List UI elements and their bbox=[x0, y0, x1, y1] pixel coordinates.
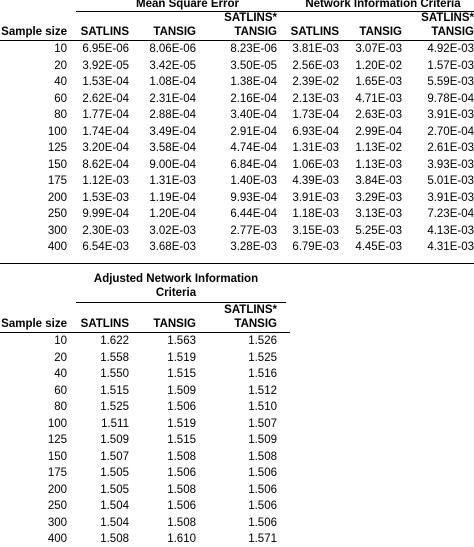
cell-nic-satlins-tansig: 3.91E-03 bbox=[427, 191, 474, 204]
cell-nic-satlins: 3.15E-03 bbox=[292, 224, 339, 237]
header-both-line1: SATLINS* bbox=[224, 304, 277, 316]
header-both-line2: TANSIG bbox=[234, 26, 277, 38]
table-mse-nic bbox=[0, 0, 474, 265]
cell-tansig: 1.506 bbox=[167, 500, 196, 512]
cell-mse-tansig: 3.49E-04 bbox=[149, 125, 196, 138]
table-row bbox=[0, 92, 474, 107]
cell-sample-size: 60 bbox=[54, 92, 67, 105]
cell-mse-satlins: 8.62E-04 bbox=[82, 158, 129, 171]
cell-mse-satlins: 1.74E-04 bbox=[82, 125, 129, 138]
cell-tansig: 1.515 bbox=[167, 368, 196, 380]
cell-satlins-tansig: 1.510 bbox=[248, 401, 277, 413]
table-row bbox=[0, 450, 290, 465]
table-row bbox=[0, 174, 474, 189]
cell-satlins: 1.508 bbox=[100, 533, 129, 545]
cell-nic-satlins: 6.93E-04 bbox=[292, 125, 339, 138]
cell-nic-tansig: 3.07E-03 bbox=[355, 43, 402, 55]
cell-satlins-tansig: 1.526 bbox=[248, 335, 277, 347]
cell-sample-size: 80 bbox=[54, 401, 67, 413]
cell-satlins-tansig: 1.571 bbox=[248, 533, 277, 545]
cell-satlins-tansig: 1.516 bbox=[248, 368, 277, 380]
cell-satlins: 1.509 bbox=[100, 434, 129, 446]
cell-nic-satlins: 4.39E-03 bbox=[292, 175, 339, 187]
cell-tansig: 1.509 bbox=[167, 384, 196, 397]
cell-nic-satlins-tansig: 3.91E-03 bbox=[427, 109, 474, 121]
cell-sample-size: 175 bbox=[47, 175, 67, 187]
cell-sample-size: 10 bbox=[54, 43, 67, 55]
cell-sample-size: 60 bbox=[54, 384, 67, 397]
cell-nic-satlins-tansig: 4.31E-03 bbox=[427, 241, 474, 253]
cell-nic-tansig: 4.45E-03 bbox=[355, 241, 402, 253]
cell-sample-size: 40 bbox=[54, 368, 67, 380]
table-row bbox=[0, 59, 474, 74]
header-sample-size: Sample size bbox=[1, 26, 67, 38]
cell-nic-tansig: 3.84E-03 bbox=[355, 175, 402, 187]
header-tansig: TANSIG bbox=[153, 318, 196, 330]
cell-mse-tansig: 9.00E-04 bbox=[149, 158, 196, 171]
cell-mse-satlins: 2.62E-04 bbox=[82, 92, 129, 105]
cell-mse-satlins-tansig: 2.91E-04 bbox=[230, 125, 277, 138]
cell-mse-tansig: 2.31E-04 bbox=[149, 92, 196, 105]
cell-nic-satlins: 3.81E-03 bbox=[292, 43, 339, 55]
cell-satlins: 1.504 bbox=[100, 500, 129, 512]
cell-sample-size: 200 bbox=[47, 191, 67, 204]
table-row bbox=[0, 367, 290, 382]
cell-sample-size: 400 bbox=[47, 533, 67, 545]
cell-mse-satlins: 6.95E-06 bbox=[82, 43, 129, 55]
cell-nic-satlins: 1.31E-03 bbox=[292, 142, 339, 154]
table-row bbox=[0, 351, 290, 366]
cell-sample-size: 300 bbox=[47, 224, 67, 237]
header-both-line1: SATLINS* bbox=[421, 12, 474, 24]
cell-satlins: 1.505 bbox=[100, 467, 129, 479]
cell-sample-size: 20 bbox=[54, 59, 67, 72]
table-row bbox=[0, 240, 474, 255]
cell-mse-satlins-tansig: 3.40E-04 bbox=[230, 109, 277, 121]
cell-sample-size: 175 bbox=[47, 467, 67, 479]
cell-mse-satlins: 3.92E-05 bbox=[82, 59, 129, 72]
cell-tansig: 1.610 bbox=[167, 533, 196, 545]
cell-mse-satlins: 1.77E-04 bbox=[82, 109, 129, 121]
rule-header-bottom bbox=[0, 40, 474, 41]
cell-tansig: 1.506 bbox=[167, 467, 196, 479]
cell-nic-tansig: 1.13E-03 bbox=[355, 158, 402, 171]
header-both-line2: TANSIG bbox=[234, 318, 277, 330]
cell-nic-satlins: 1.73E-04 bbox=[292, 109, 339, 121]
cell-nic-satlins: 2.56E-03 bbox=[292, 59, 339, 72]
table-row bbox=[0, 532, 290, 547]
header-tansig: TANSIG bbox=[153, 26, 196, 38]
cell-mse-satlins-tansig: 9.93E-04 bbox=[230, 191, 277, 204]
table-row bbox=[0, 433, 290, 448]
cell-satlins-tansig: 1.508 bbox=[248, 450, 277, 463]
cell-nic-satlins-tansig: 5.01E-03 bbox=[427, 175, 474, 187]
cell-sample-size: 20 bbox=[54, 351, 67, 364]
table-row bbox=[0, 141, 474, 156]
cell-mse-tansig: 3.58E-04 bbox=[149, 142, 196, 154]
cell-nic-satlins-tansig: 9.78E-04 bbox=[427, 92, 474, 105]
cell-satlins-tansig: 1.506 bbox=[248, 516, 277, 529]
header-satlins: SATLINS bbox=[290, 26, 339, 38]
cell-mse-satlins: 3.20E-04 bbox=[82, 142, 129, 154]
cell-nic-tansig: 2.63E-03 bbox=[355, 109, 402, 121]
cell-mse-tansig: 1.20E-04 bbox=[149, 208, 196, 220]
cell-satlins-tansig: 1.506 bbox=[248, 500, 277, 512]
cell-mse-satlins: 1.53E-04 bbox=[82, 76, 129, 88]
cell-mse-satlins-tansig: 6.84E-04 bbox=[230, 158, 277, 171]
cell-nic-satlins-tansig: 2.70E-04 bbox=[427, 125, 474, 138]
cell-mse-satlins-tansig: 8.23E-06 bbox=[230, 43, 277, 55]
cell-sample-size: 250 bbox=[47, 208, 67, 220]
cell-sample-size: 400 bbox=[47, 241, 67, 253]
cell-satlins: 1.558 bbox=[100, 351, 129, 364]
cell-nic-tansig: 5.25E-03 bbox=[355, 224, 402, 237]
cell-sample-size: 100 bbox=[47, 417, 67, 430]
cell-nic-satlins-tansig: 2.61E-03 bbox=[427, 142, 474, 154]
cell-nic-tansig: 1.20E-02 bbox=[355, 59, 402, 72]
cell-nic-tansig: 3.13E-03 bbox=[355, 208, 402, 220]
table-row bbox=[0, 42, 474, 57]
cell-satlins-tansig: 1.507 bbox=[248, 417, 277, 430]
table-row bbox=[0, 516, 290, 531]
header-sample-size: Sample size bbox=[1, 318, 67, 330]
cell-mse-tansig: 1.08E-04 bbox=[149, 76, 196, 88]
cell-mse-satlins: 2.30E-03 bbox=[82, 224, 129, 237]
cell-satlins-tansig: 1.506 bbox=[248, 483, 277, 496]
cell-tansig: 1.508 bbox=[167, 483, 196, 496]
table-row bbox=[0, 75, 474, 90]
cell-mse-satlins-tansig: 2.16E-04 bbox=[230, 92, 277, 105]
group-header-anic: Adjusted Network Information bbox=[93, 273, 259, 285]
cell-nic-tansig: 2.99E-04 bbox=[355, 125, 402, 138]
cell-mse-satlins-tansig: 6.44E-04 bbox=[230, 208, 277, 220]
cell-mse-satlins-tansig: 3.50E-05 bbox=[230, 59, 277, 72]
cell-tansig: 1.515 bbox=[167, 434, 196, 446]
cell-sample-size: 250 bbox=[47, 500, 67, 512]
table-row bbox=[0, 108, 474, 123]
table-row bbox=[0, 207, 474, 222]
cell-mse-tansig: 3.02E-03 bbox=[149, 224, 196, 237]
cell-satlins: 1.505 bbox=[100, 483, 129, 496]
cell-mse-satlins-tansig: 1.38E-04 bbox=[230, 76, 277, 88]
cell-satlins: 1.550 bbox=[100, 368, 129, 380]
cell-sample-size: 125 bbox=[47, 142, 67, 154]
cell-nic-satlins: 1.18E-03 bbox=[292, 208, 339, 220]
table-row bbox=[0, 191, 474, 206]
cell-nic-tansig: 1.13E-02 bbox=[355, 142, 402, 154]
cell-mse-tansig: 2.88E-04 bbox=[149, 109, 196, 121]
cell-mse-tansig: 8.06E-06 bbox=[149, 43, 196, 55]
cell-nic-satlins-tansig: 4.92E-03 bbox=[427, 43, 474, 55]
cell-sample-size: 125 bbox=[47, 434, 67, 446]
cell-mse-satlins: 1.53E-03 bbox=[82, 191, 129, 204]
cell-tansig: 1.519 bbox=[167, 351, 196, 364]
rule-header-bottom bbox=[0, 332, 290, 333]
header-satlins: SATLINS bbox=[80, 26, 129, 38]
cell-satlins: 1.622 bbox=[100, 335, 129, 347]
cell-sample-size: 200 bbox=[47, 483, 67, 496]
table-row bbox=[0, 466, 290, 481]
cell-nic-satlins-tansig: 5.59E-03 bbox=[427, 76, 474, 88]
rule-anic-group bbox=[76, 302, 286, 303]
cell-nic-satlins-tansig: 1.57E-03 bbox=[427, 59, 474, 72]
header-both-line2: TANSIG bbox=[431, 26, 474, 38]
cell-nic-satlins-tansig: 7.23E-04 bbox=[427, 208, 474, 220]
cell-satlins: 1.511 bbox=[101, 417, 129, 430]
table-row bbox=[0, 158, 474, 173]
cell-mse-tansig: 1.31E-03 bbox=[149, 175, 196, 187]
cell-sample-size: 150 bbox=[47, 158, 67, 171]
cell-tansig: 1.519 bbox=[167, 417, 196, 430]
cell-mse-satlins-tansig: 3.28E-03 bbox=[230, 241, 277, 253]
cell-nic-tansig: 1.65E-03 bbox=[355, 76, 402, 88]
table-row bbox=[0, 384, 290, 399]
cell-satlins-tansig: 1.512 bbox=[248, 384, 277, 397]
cell-mse-tansig: 3.42E-05 bbox=[149, 59, 196, 72]
cell-nic-satlins: 3.91E-03 bbox=[292, 191, 339, 204]
group-header-anic: Criteria bbox=[155, 287, 197, 299]
cell-satlins: 1.525 bbox=[100, 401, 129, 413]
cell-tansig: 1.563 bbox=[167, 335, 196, 347]
group-header-mse: Mean Square Error bbox=[136, 0, 239, 10]
cell-satlins: 1.515 bbox=[100, 384, 129, 397]
cell-mse-satlins: 9.99E-04 bbox=[82, 208, 129, 220]
rule-table-bottom bbox=[0, 263, 474, 264]
cell-mse-tansig: 3.68E-03 bbox=[149, 241, 196, 253]
table-row bbox=[0, 334, 290, 349]
cell-nic-satlins: 1.06E-03 bbox=[292, 158, 339, 171]
cell-satlins: 1.504 bbox=[100, 516, 129, 529]
table-row bbox=[0, 499, 290, 514]
table-row bbox=[0, 125, 474, 140]
cell-nic-tansig: 4.71E-03 bbox=[355, 92, 402, 105]
cell-nic-satlins-tansig: 3.93E-03 bbox=[427, 158, 474, 171]
header-satlins: SATLINS bbox=[80, 318, 129, 330]
cell-tansig: 1.508 bbox=[167, 450, 196, 463]
header-both-line1: SATLINS* bbox=[224, 12, 277, 24]
header-tansig: TANSIG bbox=[359, 26, 402, 38]
cell-sample-size: 80 bbox=[54, 109, 67, 121]
cell-sample-size: 150 bbox=[47, 450, 67, 463]
cell-sample-size: 100 bbox=[47, 125, 67, 138]
cell-sample-size: 10 bbox=[54, 335, 67, 347]
group-header-nic: Network Information Criteria bbox=[305, 0, 461, 10]
cell-satlins-tansig: 1.525 bbox=[248, 351, 277, 364]
cell-satlins: 1.507 bbox=[100, 450, 129, 463]
cell-tansig: 1.508 bbox=[167, 516, 196, 529]
cell-satlins-tansig: 1.506 bbox=[248, 467, 277, 479]
table-row bbox=[0, 224, 474, 239]
cell-nic-satlins: 2.39E-02 bbox=[292, 76, 339, 88]
cell-mse-satlins-tansig: 1.40E-03 bbox=[230, 175, 277, 187]
cell-mse-satlins: 1.12E-03 bbox=[82, 175, 129, 187]
cell-tansig: 1.506 bbox=[167, 401, 196, 413]
cell-nic-satlins: 2.13E-03 bbox=[292, 92, 339, 105]
cell-mse-satlins: 6.54E-03 bbox=[82, 241, 129, 253]
cell-mse-satlins-tansig: 4.74E-04 bbox=[230, 142, 277, 154]
table-row bbox=[0, 483, 290, 498]
cell-satlins-tansig: 1.509 bbox=[248, 434, 277, 446]
cell-mse-tansig: 1.19E-04 bbox=[149, 191, 196, 204]
table-row bbox=[0, 417, 290, 432]
cell-mse-satlins-tansig: 2.77E-03 bbox=[230, 224, 277, 237]
cell-nic-satlins: 6.79E-03 bbox=[292, 241, 339, 253]
table-row bbox=[0, 400, 290, 415]
cell-sample-size: 300 bbox=[47, 516, 67, 529]
cell-nic-satlins-tansig: 4.13E-03 bbox=[427, 224, 474, 237]
table-adjusted-nic bbox=[0, 272, 290, 545]
cell-sample-size: 40 bbox=[54, 76, 67, 88]
cell-nic-tansig: 3.29E-03 bbox=[355, 191, 402, 204]
